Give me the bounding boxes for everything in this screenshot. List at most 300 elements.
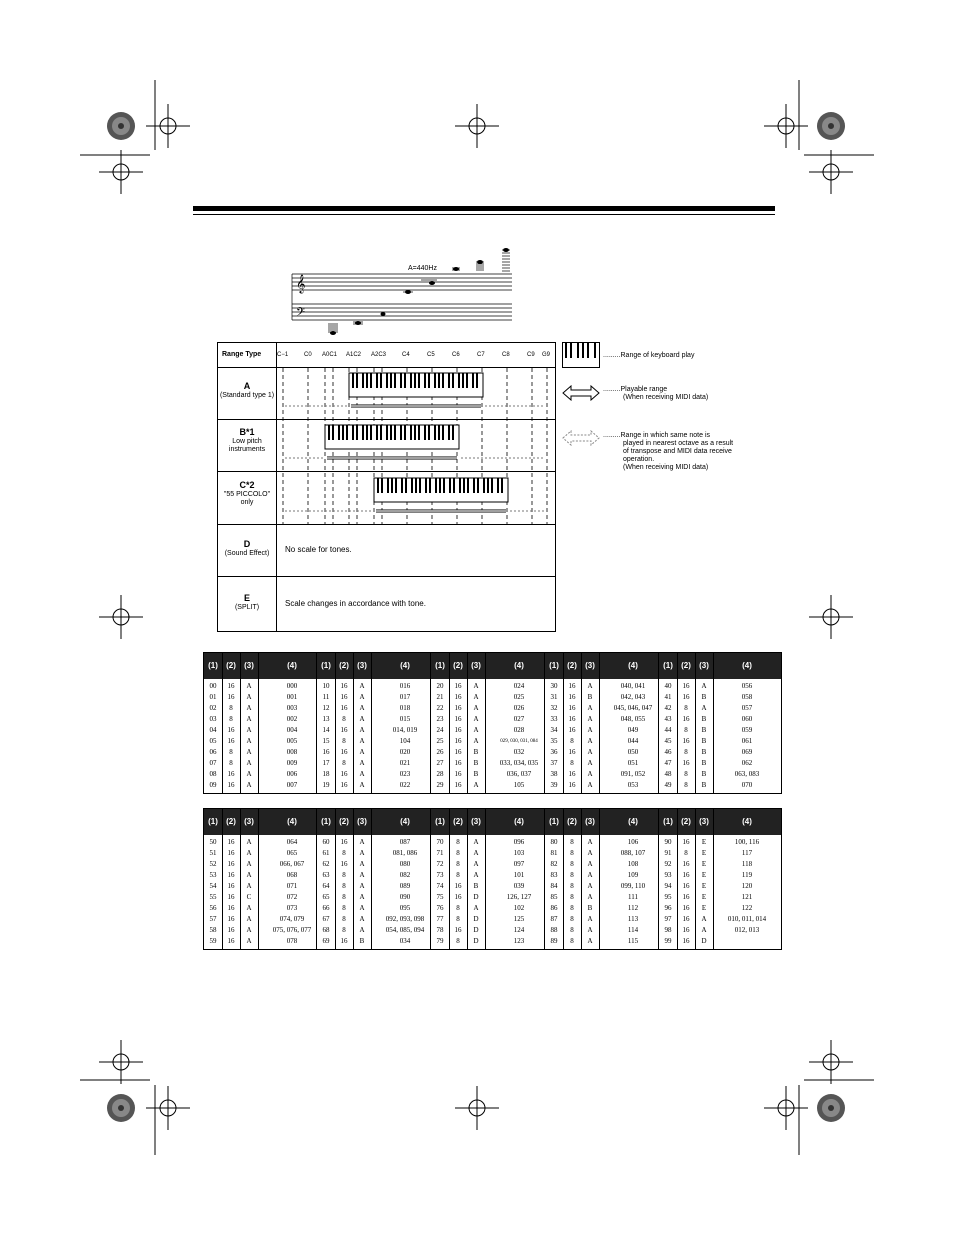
table-cell: A — [359, 682, 365, 690]
table-cell: A — [587, 915, 593, 923]
table-cell: 16 — [454, 715, 462, 723]
table-cell: 115 — [627, 937, 639, 945]
table-cell: 8 — [570, 915, 574, 923]
table-cell: 100, 116 — [734, 838, 760, 846]
table-cell: 16 — [682, 759, 690, 767]
table-cell: A — [587, 726, 593, 734]
table-cell: 23 — [436, 715, 444, 723]
column-header: (3) — [357, 817, 367, 826]
table-cell: 8 — [456, 937, 460, 945]
table-cell: 48 — [664, 770, 672, 778]
legend-nearest-octave-text: .........Range in which same note is played in nearest octave as a result of transpose and MIDI data receive operation. (When receiving MIDI data) — [603, 432, 734, 471]
table-cell: 43 — [664, 715, 672, 723]
table-cell: 14 — [322, 726, 330, 734]
table-cell: 003 — [286, 704, 298, 712]
table-cell: B — [701, 715, 707, 723]
table-cell: 081, 086 — [392, 849, 418, 857]
crosshair-icon — [809, 150, 853, 194]
table-cell: B — [473, 748, 479, 756]
table-cell: 105 — [513, 781, 525, 789]
table-cell: 85 — [550, 893, 558, 901]
table-cell: 16 — [322, 748, 330, 756]
table-cell: 16 — [682, 693, 690, 701]
table-cell: 16 — [682, 937, 690, 945]
table-cell: 8 — [342, 904, 346, 912]
table-cell: 16 — [682, 882, 690, 890]
header-rule-thick — [193, 206, 775, 211]
column-header: (2) — [681, 817, 691, 826]
column-header: (2) — [567, 817, 577, 826]
table-cell: 8 — [342, 893, 346, 901]
table-cell: A — [701, 704, 707, 712]
table-cell: A — [359, 737, 365, 745]
table-cell: 063, 083 — [734, 770, 760, 778]
table-cell: A — [359, 915, 365, 923]
keyboard-legend-icon — [562, 342, 600, 368]
table-cell: 36 — [550, 748, 558, 756]
table-cell: 77 — [436, 915, 444, 923]
table-cell: B — [701, 737, 707, 745]
table-cell: D — [473, 926, 479, 934]
tone-table — [430, 652, 554, 794]
table-cell: A — [473, 860, 479, 868]
table-cell: 71 — [436, 849, 444, 857]
table-cell: A — [587, 871, 593, 879]
table-cell: 60 — [322, 838, 330, 846]
table-cell: A — [359, 904, 365, 912]
column-header: (4) — [742, 817, 752, 826]
table-cell: C — [246, 893, 252, 901]
table-cell: 67 — [322, 915, 330, 923]
table-cell: 91 — [664, 849, 672, 857]
table-cell: 03 — [209, 715, 217, 723]
table-cell: A — [473, 871, 479, 879]
table-cell: 042, 043 — [620, 693, 646, 701]
table-cell: 78 — [436, 926, 444, 934]
table-cell: A — [473, 737, 479, 745]
table-cell: 006 — [286, 770, 298, 778]
table-cell: E — [701, 893, 707, 901]
table-cell: 98 — [664, 926, 672, 934]
table-cell: 53 — [209, 871, 217, 879]
table-cell: 59 — [209, 937, 217, 945]
table-cell: 66 — [322, 904, 330, 912]
table-cell: 16 — [682, 860, 690, 868]
table-cell: 16 — [682, 715, 690, 723]
table-cell: 99 — [664, 937, 672, 945]
table-cell: 101 — [513, 871, 525, 879]
table-cell: 8 — [570, 871, 574, 879]
table-cell: 089 — [399, 882, 411, 890]
table-cell: 000 — [286, 682, 298, 690]
table-cell: 09 — [209, 781, 217, 789]
table-cell: 16 — [568, 770, 576, 778]
table-cell: 16 — [454, 926, 462, 934]
table-cell: A — [246, 704, 252, 712]
table-cell: 16 — [568, 781, 576, 789]
table-cell: 16 — [682, 737, 690, 745]
table-cell: A — [473, 781, 479, 789]
column-header: (2) — [453, 661, 463, 670]
table-cell: 52 — [209, 860, 217, 868]
table-cell: 51 — [209, 849, 217, 857]
column-header: (3) — [471, 661, 481, 670]
color-wheel-icon — [817, 1094, 845, 1122]
table-cell: 19 — [322, 781, 330, 789]
table-cell: 79 — [436, 937, 444, 945]
note-label: C0 — [304, 352, 312, 358]
column-header: (1) — [435, 661, 445, 670]
table-cell: 111 — [628, 893, 638, 901]
table-cell: 63 — [322, 871, 330, 879]
table-cell: 062 — [741, 759, 753, 767]
music-staff — [286, 240, 526, 344]
table-cell: 092, 093, 098 — [385, 915, 425, 923]
table-cell: A — [473, 704, 479, 712]
playable-arrow-icon — [562, 385, 600, 401]
table-cell: 068 — [286, 871, 298, 879]
column-header: (4) — [628, 817, 638, 826]
table-cell: A — [359, 860, 365, 868]
table-cell: A — [587, 748, 593, 756]
table-cell: 027 — [513, 715, 525, 723]
table-cell: 091, 052 — [620, 770, 646, 778]
table-cell: 121 — [741, 893, 753, 901]
table-cell: 16 — [227, 737, 235, 745]
table-cell: 25 — [436, 737, 444, 745]
table-cell: 8 — [456, 904, 460, 912]
table-cell: 12 — [322, 704, 330, 712]
table-cell: 16 — [340, 693, 348, 701]
table-cell: 8 — [229, 759, 233, 767]
table-cell: 16 — [227, 693, 235, 701]
table-cell: A — [246, 871, 252, 879]
table-cell: 123 — [513, 937, 525, 945]
table-cell: 8 — [229, 748, 233, 756]
table-cell: 16 — [454, 737, 462, 745]
table-cell: 82 — [550, 860, 558, 868]
table-cell: 16 — [340, 781, 348, 789]
table-cell: 16 — [227, 882, 235, 890]
table-cell: 118 — [741, 860, 753, 868]
table-cell: 38 — [550, 770, 558, 778]
tone-table — [316, 808, 440, 950]
crosshair-icon — [99, 1040, 143, 1084]
table-cell: 002 — [286, 715, 298, 723]
table-cell: 00 — [209, 682, 217, 690]
table-cell: 049 — [627, 726, 639, 734]
table-cell: B — [701, 726, 707, 734]
table-cell: 62 — [322, 860, 330, 868]
table-cell: 76 — [436, 904, 444, 912]
table-cell: 8 — [456, 849, 460, 857]
table-cell: 16 — [568, 682, 576, 690]
table-cell: 16 — [454, 682, 462, 690]
table-cell: 97 — [664, 915, 672, 923]
table-cell: 16 — [454, 882, 462, 890]
table-cell: 8 — [570, 759, 574, 767]
column-header: (3) — [244, 661, 254, 670]
table-cell: 8 — [570, 838, 574, 846]
table-cell: 92 — [664, 860, 672, 868]
table-cell: 11 — [322, 693, 330, 701]
range-row-b-label: B*1 Low pitch instruments — [228, 427, 266, 453]
note-label: C−1 — [277, 352, 289, 358]
table-cell: 72 — [436, 860, 444, 868]
table-cell: A — [359, 748, 365, 756]
table-cell: 8 — [456, 871, 460, 879]
table-cell: 073 — [286, 904, 298, 912]
table-cell: 84 — [550, 882, 558, 890]
table-cell: 24 — [436, 726, 444, 734]
table-cell: B — [701, 693, 707, 701]
table-cell: 8 — [570, 926, 574, 934]
table-cell: B — [473, 882, 479, 890]
table-cell: 8 — [456, 838, 460, 846]
column-header: (2) — [226, 817, 236, 826]
table-cell: 069 — [741, 748, 753, 756]
crosshair-icon — [764, 104, 808, 148]
column-header: (4) — [514, 817, 524, 826]
table-cell: 8 — [229, 704, 233, 712]
table-cell: 082 — [399, 871, 411, 879]
range-row-e-label: E (SPLIT) — [234, 593, 260, 611]
table-cell: 05 — [209, 737, 217, 745]
table-cell: 114 — [627, 926, 639, 934]
table-cell: A — [246, 726, 252, 734]
table-cell: 108 — [627, 860, 639, 868]
table-cell: 16 — [454, 759, 462, 767]
tone-table — [203, 652, 327, 794]
table-cell: A — [701, 682, 707, 690]
table-cell: 8 — [342, 871, 346, 879]
table-cell: 057 — [741, 704, 753, 712]
table-cell: 65 — [322, 893, 330, 901]
range-table — [217, 342, 556, 632]
table-cell: 16 — [340, 726, 348, 734]
table-cell: 56 — [209, 904, 217, 912]
table-cell: 13 — [322, 715, 330, 723]
table-cell: 012, 013 — [734, 926, 760, 934]
table-cell: 064 — [286, 838, 298, 846]
table-cell: 22 — [436, 704, 444, 712]
note-label: A1C2 — [346, 352, 362, 358]
column-header: (2) — [453, 817, 463, 826]
table-cell: 88 — [550, 926, 558, 934]
table-cell: 40 — [664, 682, 672, 690]
table-cell: 55 — [209, 893, 217, 901]
table-cell: A — [587, 882, 593, 890]
crosshair-icon — [455, 104, 499, 148]
table-cell: 8 — [684, 748, 688, 756]
column-header: (1) — [321, 661, 331, 670]
table-cell: 06 — [209, 748, 217, 756]
table-cell: 45 — [664, 737, 672, 745]
table-cell: 061 — [741, 737, 753, 745]
table-cell: A — [246, 849, 252, 857]
table-cell: A — [246, 838, 252, 846]
table-cell: 29 — [436, 781, 444, 789]
table-cell: 16 — [227, 838, 235, 846]
table-cell: 02 — [209, 704, 217, 712]
table-cell: 022 — [399, 781, 411, 789]
table-cell: 16 — [682, 893, 690, 901]
table-cell: 074, 079 — [279, 915, 305, 923]
table-cell: 060 — [741, 715, 753, 723]
table-cell: 010, 011, 014 — [727, 915, 767, 923]
table-cell: 126, 127 — [506, 893, 532, 901]
table-cell: 8 — [229, 715, 233, 723]
table-cell: 8 — [684, 704, 688, 712]
table-cell: 33 — [550, 715, 558, 723]
table-cell: 024 — [513, 682, 525, 690]
column-header: (3) — [585, 817, 595, 826]
crosshair-icon — [146, 104, 190, 148]
table-cell: 16 — [568, 693, 576, 701]
column-header: (3) — [471, 817, 481, 826]
column-header: (4) — [400, 661, 410, 670]
column-header: (3) — [585, 661, 595, 670]
note-label: C8 — [502, 352, 510, 358]
note-label: C9 — [527, 352, 535, 358]
table-cell: 68 — [322, 926, 330, 934]
table-cell: A — [359, 781, 365, 789]
table-cell: 16 — [227, 926, 235, 934]
table-cell: 054, 085, 094 — [385, 926, 425, 934]
crosshair-icon — [764, 1086, 808, 1130]
table-cell: A — [246, 882, 252, 890]
table-cell: 015 — [399, 715, 411, 723]
table-cell: 008 — [286, 748, 298, 756]
table-cell: 16 — [340, 748, 348, 756]
table-cell: 018 — [399, 704, 411, 712]
table-cell: 053 — [627, 781, 639, 789]
table-cell: 020 — [399, 748, 411, 756]
table-cell: 026 — [513, 704, 525, 712]
column-header: (1) — [549, 817, 559, 826]
table-cell: 27 — [436, 759, 444, 767]
table-cell: 088, 107 — [620, 849, 646, 857]
table-cell: 16 — [454, 726, 462, 734]
crosshair-icon — [146, 1086, 190, 1130]
column-header: (4) — [400, 817, 410, 826]
table-cell: 044 — [627, 737, 639, 745]
column-header: (2) — [226, 661, 236, 670]
table-cell: 102 — [513, 904, 525, 912]
note-label: A0C1 — [322, 352, 338, 358]
table-cell: 16 — [227, 904, 235, 912]
table-cell: 025 — [513, 693, 525, 701]
table-cell: 16 — [682, 904, 690, 912]
table-cell: 16 — [568, 704, 576, 712]
table-cell: A — [701, 915, 707, 923]
column-header: (1) — [208, 817, 218, 826]
table-cell: A — [246, 715, 252, 723]
nearest-octave-arrow-icon — [562, 430, 600, 446]
table-cell: B — [473, 759, 479, 767]
table-cell: A — [473, 838, 479, 846]
table-cell: D — [473, 915, 479, 923]
table-cell: 051 — [627, 759, 639, 767]
table-cell: 021 — [399, 759, 411, 767]
column-header: (4) — [287, 817, 297, 826]
tone-table — [658, 652, 782, 794]
table-cell: 50 — [209, 838, 217, 846]
table-cell: A — [359, 871, 365, 879]
table-cell: 104 — [399, 737, 411, 745]
table-cell: 045, 046, 047 — [613, 704, 653, 712]
table-cell: 095 — [399, 904, 411, 912]
table-cell: B — [701, 748, 707, 756]
table-cell: A — [587, 838, 593, 846]
column-header: (1) — [549, 661, 559, 670]
table-cell: E — [701, 860, 707, 868]
table-cell: 8 — [342, 715, 346, 723]
table-cell: 16 — [568, 726, 576, 734]
table-cell: 007 — [286, 781, 298, 789]
table-cell: 10 — [322, 682, 330, 690]
table-cell: 078 — [286, 937, 298, 945]
range-type-header: Range Type — [222, 351, 262, 358]
range-row-d-label: D (Sound Effect) — [224, 539, 270, 557]
table-cell: 18 — [322, 770, 330, 778]
table-cell: 80 — [550, 838, 558, 846]
table-cell: 16 — [227, 726, 235, 734]
table-cell: 113 — [627, 915, 639, 923]
column-header: (1) — [321, 817, 331, 826]
table-cell: 16 — [227, 893, 235, 901]
table-cell: 58 — [209, 926, 217, 934]
table-cell: 112 — [627, 904, 639, 912]
table-cell: 86 — [550, 904, 558, 912]
table-cell: 96 — [664, 904, 672, 912]
table-cell: A — [359, 770, 365, 778]
svg-text:𝄞: 𝄞 — [296, 274, 306, 293]
table-cell: A — [587, 704, 593, 712]
table-cell: 070 — [741, 781, 753, 789]
table-cell: A — [587, 759, 593, 767]
table-cell: 15 — [322, 737, 330, 745]
table-cell: 81 — [550, 849, 558, 857]
table-cell: A — [587, 937, 593, 945]
table-cell: 28 — [436, 770, 444, 778]
table-cell: 16 — [340, 704, 348, 712]
table-cell: 16 — [227, 781, 235, 789]
table-cell: D — [473, 893, 479, 901]
crosshair-icon — [809, 1040, 853, 1084]
table-cell: A — [359, 882, 365, 890]
table-cell: E — [701, 871, 707, 879]
column-header: (1) — [663, 661, 673, 670]
column-header: (3) — [357, 661, 367, 670]
table-cell: A — [246, 926, 252, 934]
table-cell: 036, 037 — [506, 770, 532, 778]
table-cell: E — [701, 882, 707, 890]
table-cell: A — [359, 704, 365, 712]
table-cell: 16 — [454, 748, 462, 756]
color-wheel-icon — [107, 1094, 135, 1122]
table-cell: 075, 076, 077 — [272, 926, 312, 934]
table-cell: B — [587, 904, 593, 912]
table-cell: 8 — [570, 849, 574, 857]
table-cell: 93 — [664, 871, 672, 879]
table-cell: 07 — [209, 759, 217, 767]
table-cell: 8 — [684, 781, 688, 789]
table-cell: A — [473, 715, 479, 723]
column-header: (3) — [244, 817, 254, 826]
table-cell: 8 — [570, 737, 574, 745]
table-cell: 39 — [550, 781, 558, 789]
